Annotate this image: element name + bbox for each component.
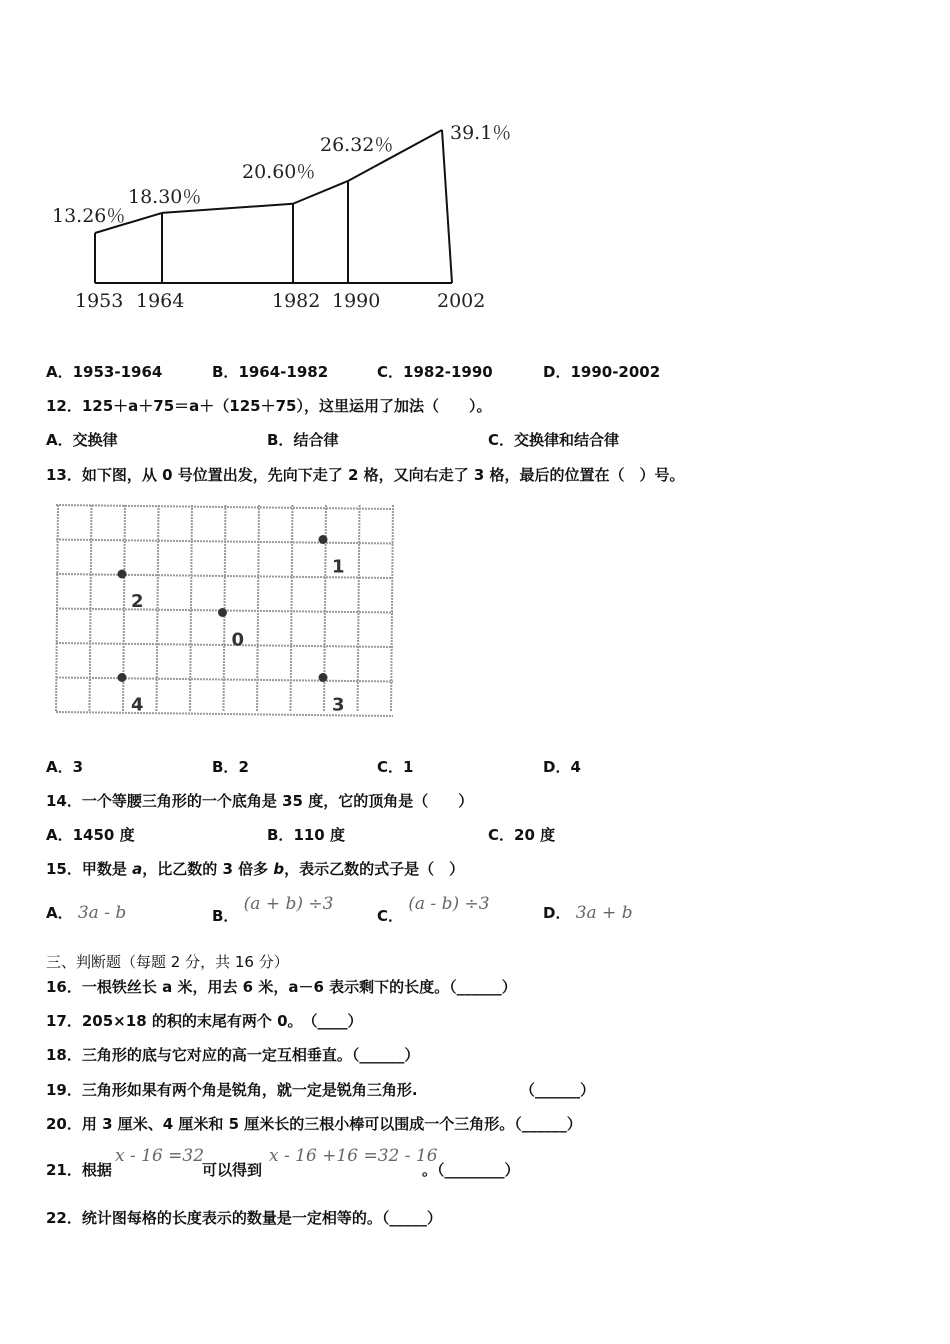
q13-option-c[interactable] [377, 756, 413, 777]
q15-option-b-letter: B． [212, 907, 239, 925]
chart-value-label-1990: 26.32％ [320, 134, 394, 156]
q12-option-a-text: 交换律 [72, 431, 118, 449]
grid-point-2 [118, 570, 127, 579]
q11-option-b[interactable] [212, 361, 328, 382]
grid-point-label-4: 4 [131, 694, 144, 716]
grid-vline [157, 505, 159, 712]
q20-text: 20．用 3 厘米、4 厘米和 5 厘米长的三根小棒可以围成一个三角形。（______） [46, 1115, 582, 1133]
chart-value-label-1982: 20.60％ [242, 161, 316, 183]
q13-option-b-text: 2 [238, 758, 249, 776]
q15-stem-mid: ，比乙数的 3 倍多 [142, 860, 274, 878]
q13-option-a-letter: A． [46, 758, 73, 776]
q11-option-c-letter: C． [377, 363, 404, 381]
grid-point-0 [218, 608, 227, 617]
q12-option-c[interactable] [488, 429, 619, 450]
chart-x-label-1990: 1990 [332, 290, 381, 312]
q15-option-a-letter: A． [46, 904, 73, 922]
grid-vline [190, 505, 192, 712]
chart-value-label-1953: 13.26％ [52, 205, 126, 227]
q12-option-b[interactable] [267, 429, 338, 450]
q12-option-b-letter: B． [267, 431, 294, 449]
q18-text: 18．三角形的底与它对应的高一定互相垂直。（______） [46, 1046, 420, 1064]
q15-option-d-formula: 3a + b [575, 903, 633, 923]
q21-mid: 可以得到 [202, 1161, 263, 1179]
q14-option-a-text: 1450 度 [72, 826, 135, 844]
grid-point-3 [319, 673, 328, 682]
q16-text: 16．一根铁丝长 a 米，用去 6 米，a－6 表示剩下的长度。（______） [46, 978, 517, 996]
q15-var-a: a [132, 860, 143, 878]
q12-option-c-letter: C． [488, 431, 515, 449]
grid-point-label-1: 1 [332, 556, 345, 578]
q13-option-b-letter: B． [212, 758, 239, 776]
q14-option-a[interactable] [46, 824, 135, 845]
q15-option-d-letter: D． [543, 904, 571, 922]
q22-text: 22．统计图每格的长度表示的数量是一定相等的。（_____） [46, 1209, 442, 1227]
chart-right-edge [442, 130, 452, 283]
q12-option-c-text: 交换律和结合律 [514, 431, 620, 449]
chart-x-label-1964: 1964 [136, 290, 185, 312]
grid-point-1 [319, 535, 328, 544]
q12-option-b-text: 结合律 [293, 431, 339, 449]
q11-option-c[interactable] [377, 361, 493, 382]
q14-option-b[interactable] [267, 824, 345, 845]
chart-x-label-1982: 1982 [272, 290, 321, 312]
q13-option-a[interactable] [46, 756, 83, 777]
q12-stem: 12．125＋a＋75＝a＋（125＋75），这里运用了加法（ ）。 [46, 397, 492, 415]
q11-option-b-letter: B． [212, 363, 239, 381]
q15-var-b: b [273, 860, 285, 878]
q21-equation-2: x - 16 +16 =32 - 16 [269, 1146, 438, 1166]
q13-option-d[interactable] [543, 756, 581, 777]
q15-option-c-formula: (a - b) ÷3 [408, 894, 490, 914]
q15-option-d[interactable] [543, 902, 633, 923]
q15-stem-suffix: ，表示乙数的式子是（ ） [284, 860, 465, 878]
q13-option-b[interactable] [212, 756, 249, 777]
q15-option-a[interactable] [46, 902, 126, 923]
chart-x-label-2002: 2002 [437, 290, 486, 312]
q13-option-c-text: 1 [403, 758, 414, 776]
grid-point-4 [118, 673, 127, 682]
q15-option-c[interactable] [377, 893, 490, 925]
q11-option-d-letter: D． [543, 363, 571, 381]
grid-point-label-3: 3 [332, 694, 345, 716]
q19-text: 19．三角形如果有两个角是锐角，就一定是锐角三角形. [46, 1081, 418, 1099]
q11-option-d-text: 1990-2002 [570, 363, 661, 381]
q21-prefix: 21．根据 [46, 1161, 112, 1179]
grid-vline [257, 505, 259, 712]
q15-stem [46, 858, 464, 879]
q14-option-a-letter: A． [46, 826, 73, 844]
q21-suffix: 。（________） [422, 1161, 520, 1179]
chart-x-label-1953: 1953 [75, 290, 124, 312]
grid-point-label-2: 2 [131, 591, 144, 612]
q14-option-c-text: 20 度 [514, 826, 556, 844]
q13-option-d-text: 4 [570, 758, 581, 776]
q11-option-c-text: 1982-1990 [403, 363, 493, 381]
chart-marks [52, 122, 511, 312]
q14-option-c-letter: C． [488, 826, 515, 844]
q11-option-b-text: 1964-1982 [238, 363, 329, 381]
q15-option-a-formula: 3a - b [77, 903, 127, 923]
chart-line-segment [293, 181, 348, 204]
q14-option-c[interactable] [488, 824, 555, 845]
grid-points [118, 535, 345, 716]
q19-blank: （______） [520, 1081, 596, 1099]
q15-stem-prefix: 15．甲数是 [46, 860, 133, 878]
q17-text: 17．205×18 的积的末尾有两个 0。 （____） [46, 1012, 363, 1030]
q13-option-c-letter: C． [377, 758, 404, 776]
q14-stem: 14．一个等腰三角形的一个底角是 35 度，它的顶角是（ ） [46, 792, 474, 810]
q15-option-c-letter: C． [377, 907, 404, 925]
q13-option-a-text: 3 [72, 758, 84, 776]
q12-option-a-letter: A． [46, 431, 73, 449]
q11-option-a-text: 1953-1964 [72, 363, 163, 381]
q15-option-b[interactable] [212, 893, 334, 925]
q15-option-b-formula: (a + b) ÷3 [243, 894, 334, 914]
chart-value-label-1964: 18.30％ [128, 186, 202, 208]
population-line-chart [0, 0, 950, 340]
grid-point-label-0: 0 [231, 629, 245, 651]
section3-title: 三、判断题（每题 2 分，共 16 分） [46, 953, 289, 971]
chart-value-label-2002: 39.1％ [450, 122, 512, 144]
q11-option-a-letter: A． [46, 363, 73, 381]
q12-option-a[interactable] [46, 429, 118, 450]
q21-equation-1: x - 16 =32 [115, 1146, 205, 1166]
q13-option-d-letter: D． [543, 758, 571, 776]
q13-stem: 13．如下图，从 0 号位置出发，先向下走了 2 格，又向右走了 3 格，最后的位置在（ ）号。 [46, 466, 685, 484]
q13-grid-figure [40, 495, 410, 730]
q11-option-a[interactable] [46, 361, 162, 382]
q11-option-d[interactable] [543, 361, 660, 382]
q14-option-b-letter: B． [267, 826, 294, 844]
q14-option-b-text: 110 度 [293, 826, 345, 844]
